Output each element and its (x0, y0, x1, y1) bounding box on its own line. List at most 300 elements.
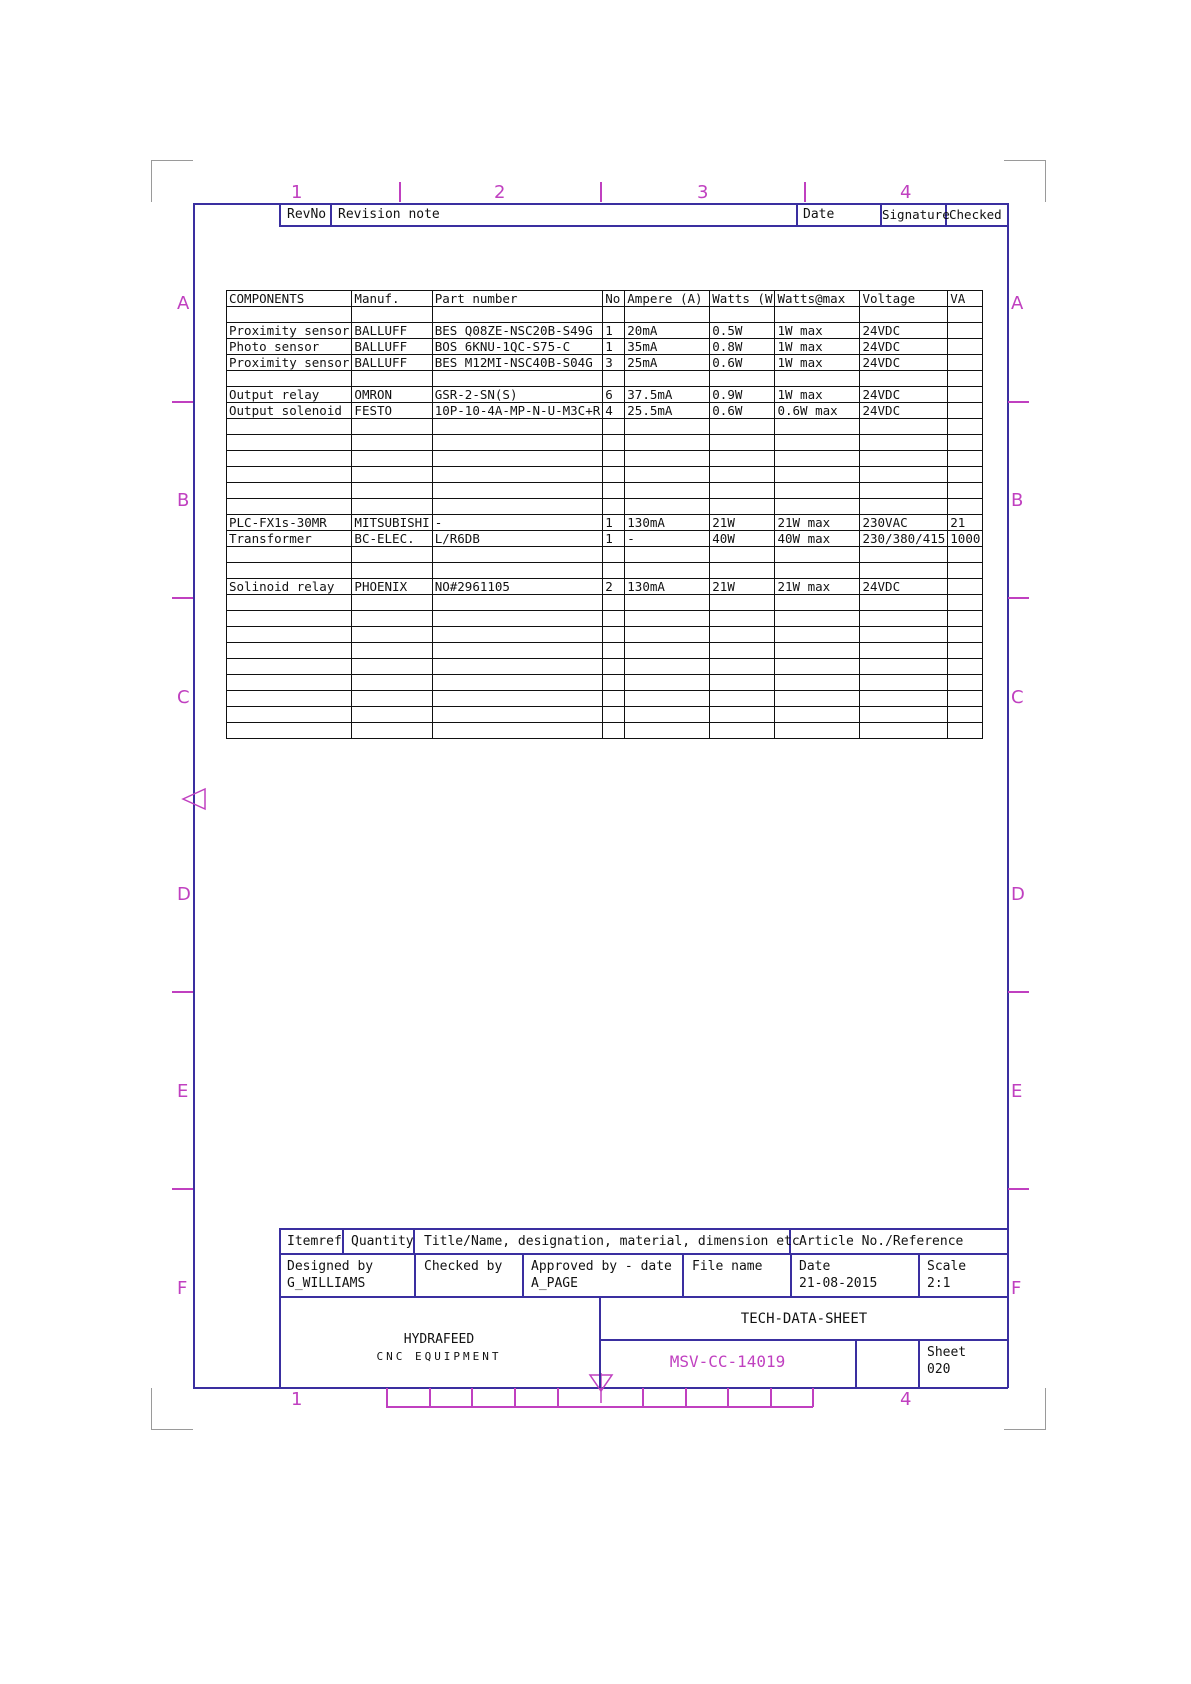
table-cell (625, 627, 710, 643)
table-row (227, 611, 983, 627)
table-cell (710, 419, 775, 435)
table-cell (352, 643, 432, 659)
scale-value: 2:1 (927, 1276, 951, 1291)
table-cell (352, 547, 432, 563)
table-row (227, 467, 983, 483)
table-cell (352, 723, 432, 739)
table-row (227, 707, 983, 723)
table-cell: PLC-FX1s-30MR (227, 515, 352, 531)
table-cell: Transformer (227, 531, 352, 547)
table-cell: 0.6W max (775, 403, 860, 419)
table-cell (227, 723, 352, 739)
table-cell (227, 435, 352, 451)
table-cell: 24VDC (860, 323, 948, 339)
table-cell (710, 451, 775, 467)
table-cell (603, 723, 625, 739)
table-row (227, 579, 983, 595)
table-cell (860, 435, 948, 451)
column-header: Watts@max (775, 291, 860, 307)
table-cell (710, 371, 775, 387)
table-cell (625, 483, 710, 499)
table-cell: 230/380/415 (860, 531, 948, 547)
table-cell (775, 723, 860, 739)
row-label-d-right: D (1011, 884, 1025, 905)
table-cell: OMRON (352, 387, 432, 403)
scale-label: Scale (927, 1259, 967, 1274)
table-cell (603, 499, 625, 515)
table-cell (860, 419, 948, 435)
table-cell (775, 451, 860, 467)
table-cell: 20mA (625, 323, 710, 339)
table-cell (860, 547, 948, 563)
table-cell (352, 659, 432, 675)
table-cell (432, 467, 603, 483)
row-label-e-right: E (1011, 1081, 1023, 1102)
table-cell (775, 547, 860, 563)
row-label-a-right: A (1011, 293, 1024, 314)
table-cell: 24VDC (860, 579, 948, 595)
table-cell (603, 563, 625, 579)
row-label-b-right: B (1011, 490, 1024, 511)
table-cell: 21W (710, 515, 775, 531)
table-cell (775, 499, 860, 515)
company-subtitle: CNC EQUIPMENT (376, 1350, 502, 1363)
table-cell (710, 627, 775, 643)
column-tick (399, 182, 401, 202)
column-label-4: 4 (900, 182, 912, 203)
table-cell (227, 451, 352, 467)
table-cell: 1W max (775, 339, 860, 355)
table-cell (352, 435, 432, 451)
table-cell (860, 483, 948, 499)
table-cell (948, 563, 983, 579)
table-row (227, 435, 983, 451)
approved-by-label: Approved by - date (531, 1259, 672, 1274)
checked-by-label: Checked by (424, 1259, 503, 1274)
table-cell: Proximity sensor (227, 323, 352, 339)
column-header: Voltage (860, 291, 948, 307)
title-designation-label: Title/Name, designation, material, dimension etc (424, 1234, 800, 1249)
table-cell (603, 467, 625, 483)
table-cell: Output solenoid (227, 403, 352, 419)
table-cell (948, 451, 983, 467)
table-cell (710, 547, 775, 563)
table-cell: BC-ELEC. (352, 531, 432, 547)
table-cell (625, 643, 710, 659)
table-cell: 1W max (775, 323, 860, 339)
table-cell (948, 595, 983, 611)
table-cell (948, 499, 983, 515)
table-cell: 21W max (775, 579, 860, 595)
table-cell (603, 675, 625, 691)
table-row (227, 451, 983, 467)
table-row (227, 547, 983, 563)
table-row (227, 643, 983, 659)
table-cell (603, 547, 625, 563)
table-row (227, 419, 983, 435)
table-cell: BES Q08ZE-NSC20B-S49G (432, 323, 603, 339)
table-cell (227, 563, 352, 579)
table-cell (432, 419, 603, 435)
table-cell: 21W max (775, 515, 860, 531)
table-cell: 0.6W (710, 403, 775, 419)
table-cell (860, 611, 948, 627)
table-cell (603, 307, 625, 323)
table-cell (625, 723, 710, 739)
table-cell: NO#2961105 (432, 579, 603, 595)
table-row (227, 403, 983, 419)
table-cell (432, 723, 603, 739)
signature-label: Signature (882, 208, 950, 222)
table-cell (948, 467, 983, 483)
row-label-c-left: C (177, 687, 190, 708)
table-cell (603, 595, 625, 611)
table-cell (432, 659, 603, 675)
table-cell (948, 419, 983, 435)
table-cell (432, 371, 603, 387)
table-cell (432, 627, 603, 643)
table-cell: 10P-10-4A-MP-N-U-M3C+R (432, 403, 603, 419)
column-header: Watts (W (710, 291, 775, 307)
table-cell: 3 (603, 355, 625, 371)
table-cell (710, 483, 775, 499)
table-cell: 25.5mA (625, 403, 710, 419)
table-row (227, 595, 983, 611)
table-cell (860, 659, 948, 675)
table-cell: - (432, 515, 603, 531)
table-cell (603, 435, 625, 451)
table-cell: Photo sensor (227, 339, 352, 355)
table-cell (227, 307, 352, 323)
table-cell (948, 659, 983, 675)
designed-by-value: G_WILLIAMS (287, 1276, 366, 1291)
table-cell (432, 307, 603, 323)
table-cell: 130mA (625, 579, 710, 595)
table-cell (625, 595, 710, 611)
table-cell: FESTO (352, 403, 432, 419)
table-cell (775, 611, 860, 627)
table-cell (775, 371, 860, 387)
table-cell: BES M12MI-NSC40B-S04G (432, 355, 603, 371)
sheet-label: Sheet (927, 1345, 967, 1360)
column-header: No (603, 291, 625, 307)
table-cell: 35mA (625, 339, 710, 355)
table-cell (432, 451, 603, 467)
table-cell (227, 419, 352, 435)
table-cell (227, 371, 352, 387)
table-cell (948, 323, 983, 339)
table-cell (775, 419, 860, 435)
table-cell (710, 659, 775, 675)
table-cell (775, 691, 860, 707)
table-cell (948, 403, 983, 419)
table-cell (352, 595, 432, 611)
table-row (227, 307, 983, 323)
table-cell (710, 435, 775, 451)
table-cell (775, 643, 860, 659)
table-cell (625, 435, 710, 451)
revision-date-label: Date (803, 208, 835, 222)
table-cell: 24VDC (860, 339, 948, 355)
table-row (227, 531, 983, 547)
table-cell (625, 451, 710, 467)
table-cell (432, 483, 603, 499)
table-cell (710, 467, 775, 483)
table-cell (352, 419, 432, 435)
table-row (227, 355, 983, 371)
table-cell: 25mA (625, 355, 710, 371)
table-cell (860, 691, 948, 707)
revision-note-label: Revision note (338, 208, 440, 222)
table-row (227, 659, 983, 675)
table-cell (603, 611, 625, 627)
table-cell (775, 675, 860, 691)
table-cell (352, 691, 432, 707)
designed-by-label: Designed by (287, 1259, 374, 1274)
table-row (227, 387, 983, 403)
table-cell (603, 371, 625, 387)
table-row (227, 323, 983, 339)
table-cell: 1W max (775, 355, 860, 371)
table-cell (775, 707, 860, 723)
table-row (227, 627, 983, 643)
table-cell (860, 307, 948, 323)
table-row (227, 499, 983, 515)
row-label-b-left: B (177, 490, 190, 511)
table-cell (948, 579, 983, 595)
column-tick (804, 182, 806, 202)
table-row (227, 675, 983, 691)
table-cell (625, 419, 710, 435)
table-cell (227, 483, 352, 499)
row-label-f-left: F (177, 1278, 188, 1299)
column-tick (600, 182, 602, 202)
table-cell (352, 307, 432, 323)
date-value: 21-08-2015 (799, 1276, 878, 1291)
row-label-a-left: A (177, 293, 190, 314)
table-cell (710, 611, 775, 627)
column-header: Part number (432, 291, 603, 307)
table-cell: GSR-2-SN(S) (432, 387, 603, 403)
table-cell: BALLUFF (352, 339, 432, 355)
table-cell (775, 627, 860, 643)
table-cell (948, 435, 983, 451)
table-cell (860, 499, 948, 515)
itemref-label: Itemref (287, 1234, 342, 1249)
table-cell (775, 659, 860, 675)
column-header: VA (948, 291, 983, 307)
table-cell (603, 627, 625, 643)
table-cell: 6 (603, 387, 625, 403)
table-cell (625, 691, 710, 707)
table-cell: 230VAC (860, 515, 948, 531)
table-cell (227, 499, 352, 515)
table-row (227, 691, 983, 707)
table-cell (948, 483, 983, 499)
table-cell: 24VDC (860, 355, 948, 371)
drawing-number: MSV-CC-14019 (669, 1352, 786, 1371)
table-cell (860, 723, 948, 739)
table-cell (352, 451, 432, 467)
table-cell (603, 483, 625, 499)
table-cell (860, 627, 948, 643)
table-cell (227, 595, 352, 611)
approved-by-value: A_PAGE (531, 1276, 578, 1291)
column-label-3: 3 (697, 182, 709, 203)
table-cell: 4 (603, 403, 625, 419)
table-cell (432, 563, 603, 579)
table-cell: 0.9W (710, 387, 775, 403)
centering-arrow-icon (588, 1373, 614, 1403)
table-cell (227, 611, 352, 627)
table-cell: Output relay (227, 387, 352, 403)
table-cell (775, 307, 860, 323)
file-name-label: File name (692, 1259, 763, 1274)
table-cell (227, 467, 352, 483)
table-cell: 24VDC (860, 403, 948, 419)
row-label-f-right: F (1011, 1278, 1022, 1299)
table-cell (860, 451, 948, 467)
table-cell (352, 627, 432, 643)
table-cell: 1 (603, 531, 625, 547)
table-row (227, 563, 983, 579)
table-cell (625, 707, 710, 723)
table-cell (432, 547, 603, 563)
table-cell (710, 675, 775, 691)
table-cell (625, 547, 710, 563)
table-cell (948, 339, 983, 355)
row-label-e-left: E (177, 1081, 189, 1102)
checked-label: Checked (949, 208, 1002, 222)
table-cell (352, 611, 432, 627)
table-cell: 21 (948, 515, 983, 531)
table-cell (227, 675, 352, 691)
table-cell (352, 563, 432, 579)
table-cell (352, 467, 432, 483)
article-no-label: Article No./Reference (799, 1234, 964, 1249)
table-cell (775, 435, 860, 451)
table-cell (948, 675, 983, 691)
table-cell (625, 499, 710, 515)
table-cell (948, 611, 983, 627)
table-cell: MITSUBISHI (352, 515, 432, 531)
table-cell (432, 435, 603, 451)
table-cell (432, 499, 603, 515)
table-cell (710, 707, 775, 723)
table-row (227, 723, 983, 739)
table-cell: 0.8W (710, 339, 775, 355)
column-header: Ampere (A) (625, 291, 710, 307)
table-cell (603, 419, 625, 435)
company-name: HYDRAFEED (403, 1332, 475, 1347)
table-row (227, 371, 983, 387)
centering-triangle-icon (181, 787, 207, 811)
table-cell (352, 707, 432, 723)
components-table (226, 290, 983, 739)
table-cell (860, 675, 948, 691)
table-cell: 21W (710, 579, 775, 595)
date-label: Date (799, 1259, 831, 1274)
table-cell (432, 707, 603, 723)
table-cell (625, 611, 710, 627)
table-cell (775, 467, 860, 483)
drawing-title: TECH-DATA-SHEET (740, 1311, 868, 1327)
table-cell (948, 371, 983, 387)
table-cell (710, 643, 775, 659)
table-cell (625, 371, 710, 387)
table-cell (432, 595, 603, 611)
table-row (227, 339, 983, 355)
table-cell: - (625, 531, 710, 547)
table-cell: 40W max (775, 531, 860, 547)
table-cell: BOS 6KNU-1QC-S75-C (432, 339, 603, 355)
table-cell: 24VDC (860, 387, 948, 403)
table-cell (710, 691, 775, 707)
table-cell: 0.5W (710, 323, 775, 339)
table-cell: 1W max (775, 387, 860, 403)
table-cell (227, 547, 352, 563)
table-header-row (227, 291, 983, 307)
table-cell (948, 723, 983, 739)
table-cell (710, 723, 775, 739)
table-cell (948, 355, 983, 371)
table-cell (948, 691, 983, 707)
table-cell (432, 643, 603, 659)
table-cell (625, 563, 710, 579)
table-cell (603, 707, 625, 723)
table-cell (625, 467, 710, 483)
table-cell (948, 643, 983, 659)
table-cell: 2 (603, 579, 625, 595)
table-cell (432, 675, 603, 691)
table-cell (227, 707, 352, 723)
table-cell (860, 707, 948, 723)
table-cell (352, 499, 432, 515)
table-cell (948, 547, 983, 563)
table-cell (710, 563, 775, 579)
table-cell (625, 307, 710, 323)
table-cell (860, 595, 948, 611)
sheet-value: 020 (927, 1362, 951, 1377)
table-cell (432, 611, 603, 627)
table-row (227, 515, 983, 531)
table-cell (227, 643, 352, 659)
column-label-4-bottom: 4 (900, 1389, 912, 1410)
table-cell: Solinoid relay (227, 579, 352, 595)
table-cell (860, 467, 948, 483)
table-cell (432, 691, 603, 707)
revno-label: RevNo (287, 208, 327, 222)
table-cell (860, 563, 948, 579)
table-cell: 1 (603, 323, 625, 339)
table-cell (710, 595, 775, 611)
table-cell (860, 371, 948, 387)
table-cell (625, 659, 710, 675)
table-cell (603, 451, 625, 467)
table-cell (227, 627, 352, 643)
table-row (227, 483, 983, 499)
table-cell: BALLUFF (352, 323, 432, 339)
table-cell: Proximity sensor (227, 355, 352, 371)
table-cell (352, 371, 432, 387)
table-cell (352, 483, 432, 499)
column-label-1: 1 (291, 182, 303, 203)
table-cell (948, 707, 983, 723)
column-header: COMPONENTS (227, 291, 352, 307)
quantity-label: Quantity (351, 1234, 414, 1249)
column-header: Manuf. (352, 291, 432, 307)
table-cell (948, 627, 983, 643)
